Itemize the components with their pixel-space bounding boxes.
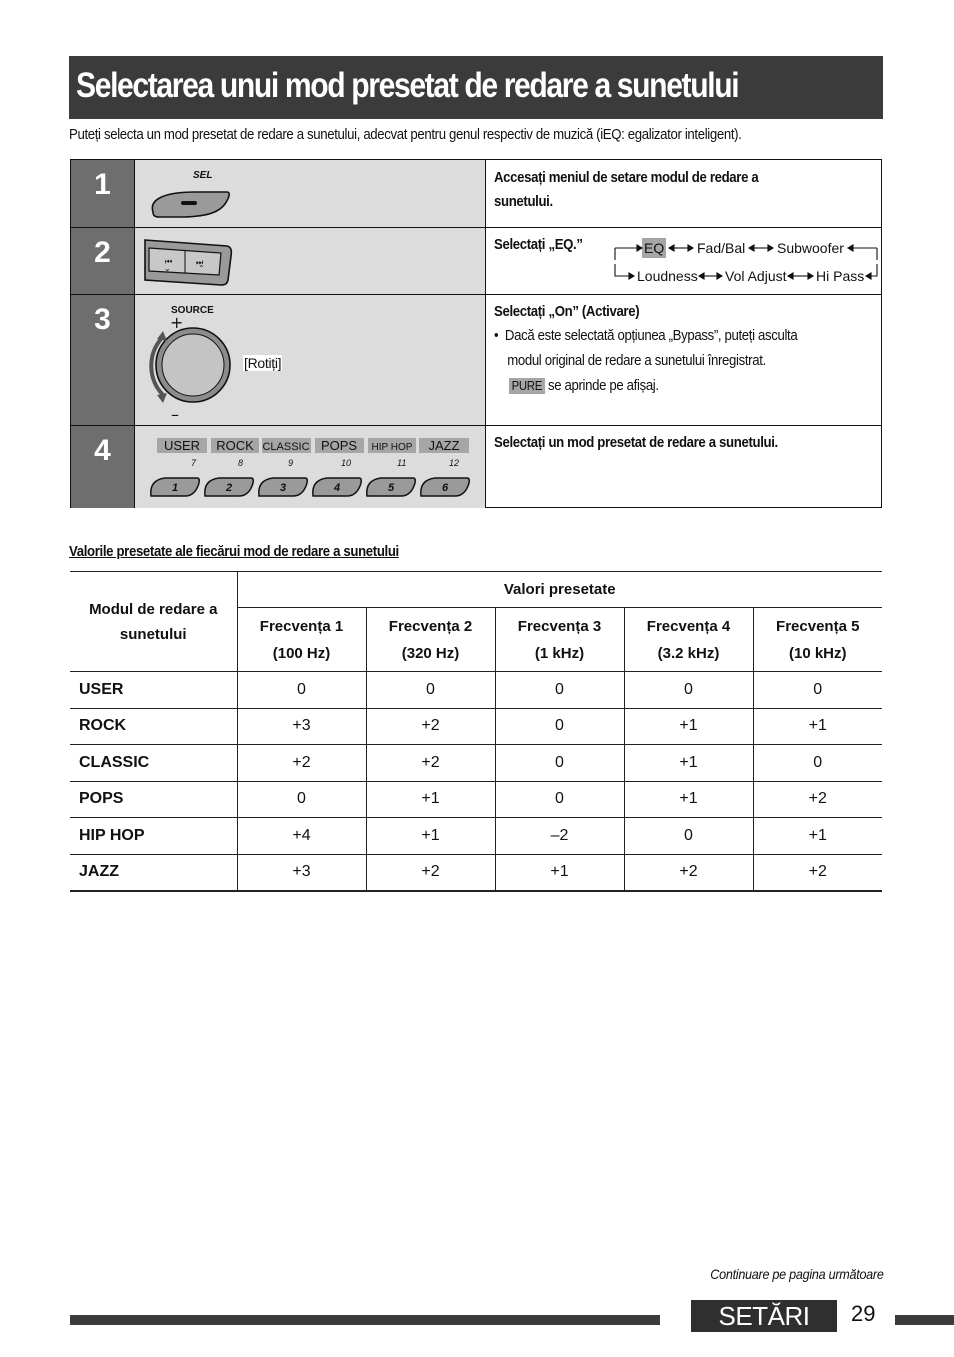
page-number: 29 [851,1301,876,1326]
mode-rock: ROCK [216,438,254,453]
step-number: 4 [71,426,135,508]
preset-button-label: 4 [333,482,341,494]
freq-header: Frecvența 1 (100 Hz) [237,608,366,672]
presets-table [70,571,882,892]
mode-hiphop: HIP HOP [371,442,413,453]
eq-menu-diagram [609,232,887,292]
step-2-text: Selectați „EQ.” [494,236,583,253]
mode-pops: POPS [320,438,358,453]
cell-value: 0 [753,672,882,709]
preset-button-label: 5 [387,482,395,494]
cell-value: 0 [624,672,753,709]
cell-value: 0 [495,781,624,818]
step-3-pure-line: PURE se aprinde pe afișaj. [494,373,828,398]
cell-value: +1 [624,745,753,782]
cell-value: 0 [753,745,882,782]
menu-subwoofer: Subwoofer [777,240,844,256]
cell-value: +2 [624,854,753,891]
cell-value: +3 [237,854,366,891]
freq-header: Frecvența 3 (1 kHz) [495,608,624,672]
step-3 [71,295,881,426]
cell-value: +4 [237,818,366,855]
footer-rule [895,1315,954,1325]
rotate-label: [Rotiți] [244,355,282,371]
step-number: 3 [71,295,135,425]
preset-buttons-icon [135,426,486,508]
preset-button-label: 6 [441,482,449,494]
cell-value: +2 [753,854,882,891]
page-title: Selectarea unui mod presetat de redare a sunetului [76,66,739,105]
row-mode: USER [70,672,237,709]
mode-number: 12 [449,458,460,468]
source-knob-icon [135,295,486,425]
mode-classic: CLASSIC [262,441,310,453]
cell-value: +1 [366,781,495,818]
cell-value: –2 [495,818,624,855]
table-row [70,818,882,855]
source-label: SOURCE [171,305,214,316]
cell-value: +3 [237,708,366,745]
preset-button-label: 2 [225,482,233,494]
cell-value: 0 [624,818,753,855]
cell-value: 0 [495,672,624,709]
plus-label: + [170,313,184,332]
cell-value: 0 [366,672,495,709]
cell-value: 0 [237,781,366,818]
step-3-bullet-cont: modul original de redare a sunetului înregistrat. [507,352,766,369]
menu-eq: EQ [644,240,665,256]
step-1 [71,160,881,228]
step-number: 2 [71,228,135,294]
cell-value: +2 [366,745,495,782]
freq-header: Frecvența 5 (10 kHz) [753,608,882,672]
preset-button-label: 3 [279,482,287,494]
preset-buttons-illustration [135,426,486,508]
title-bar [69,56,883,119]
values-header: Valori presetate [237,572,882,608]
step-2 [71,228,881,295]
cell-value: 0 [495,745,624,782]
svg-text:⏭: ⏭ [196,258,204,267]
step-number: 1 [71,160,135,227]
table-row [70,672,882,709]
seek-buttons-icon [135,228,486,294]
sel-button-icon [135,160,486,226]
mode-number: 8 [238,458,244,468]
cell-value: +1 [495,854,624,891]
section-tab: SETĂRI [691,1300,837,1332]
table-row [70,854,882,891]
table-title: Valorile presetate ale fiecărui mod de redare a sunetului [69,543,399,560]
mode-jazz: JAZZ [428,438,460,453]
cell-value: +1 [366,818,495,855]
pure-indicator: PURE [509,378,545,394]
cell-value: +1 [753,708,882,745]
cell-value: 0 [495,708,624,745]
table-row [70,708,882,745]
mode-number: 7 [191,458,197,468]
mode-number: 11 [397,458,407,468]
menu-voladjust: Vol Adjust [725,268,787,284]
freq-header: Frecvența 4 (3.2 kHz) [624,608,753,672]
menu-hipass: Hi Pass [816,268,865,284]
table-row [70,781,882,818]
sel-label: SEL [193,170,213,181]
step-1-text-line2: sunetului. [494,193,553,210]
minus-label: – [171,405,179,424]
cell-value: +2 [753,781,882,818]
row-mode: POPS [70,781,237,818]
continued-note: Continuare pe pagina următoare [710,1266,884,1282]
svg-text:⏮: ⏮ [165,257,173,266]
step-4 [71,426,881,508]
cell-value: +1 [624,708,753,745]
freq-header: Frecvența 2 (320 Hz) [366,608,495,672]
steps-table [70,159,882,508]
step-3-bullet: • Dacă este selectată opțiunea „Bypass”, puteți asculta [494,327,798,344]
cell-value: 0 [237,672,366,709]
row-mode: HIP HOP [70,818,237,855]
step-1-text-line1: Accesați meniul de setare modul de redare a [494,169,759,186]
row-mode: ROCK [70,708,237,745]
menu-fadbal: Fad/Bal [697,240,746,256]
row-mode: JAZZ [70,854,237,891]
cell-value: +1 [753,818,882,855]
preset-button-label: 1 [171,482,179,494]
mode-number: 9 [288,458,294,468]
mode-user: USER [163,438,201,453]
cell-value: +2 [366,854,495,891]
svg-text:⌄: ⌄ [164,264,171,273]
intro-text: Puteți selecta un mod presetat de redare a sunetului, adecvat pentru genul respectiv de muzică (iEQ: egalizator inteligent). [69,126,742,143]
row-mode: CLASSIC [70,745,237,782]
source-knob-illustration [135,295,486,425]
sel-button-illustration [135,160,486,227]
seek-button-illustration [135,228,486,294]
cell-value: +1 [624,781,753,818]
mode-header: Modul de redare a sunetului [70,572,237,672]
table-row [70,745,882,782]
svg-text:⌃: ⌃ [198,264,205,273]
footer-rule [70,1315,660,1325]
mode-number: 10 [341,458,352,468]
cell-value: +2 [366,708,495,745]
step-3-text: Selectați „On” (Activare) [494,303,640,320]
menu-loudness: Loudness [637,268,698,284]
step-4-text: Selectați un mod presetat de redare a sunetului. [494,434,778,451]
cell-value: +2 [237,745,366,782]
